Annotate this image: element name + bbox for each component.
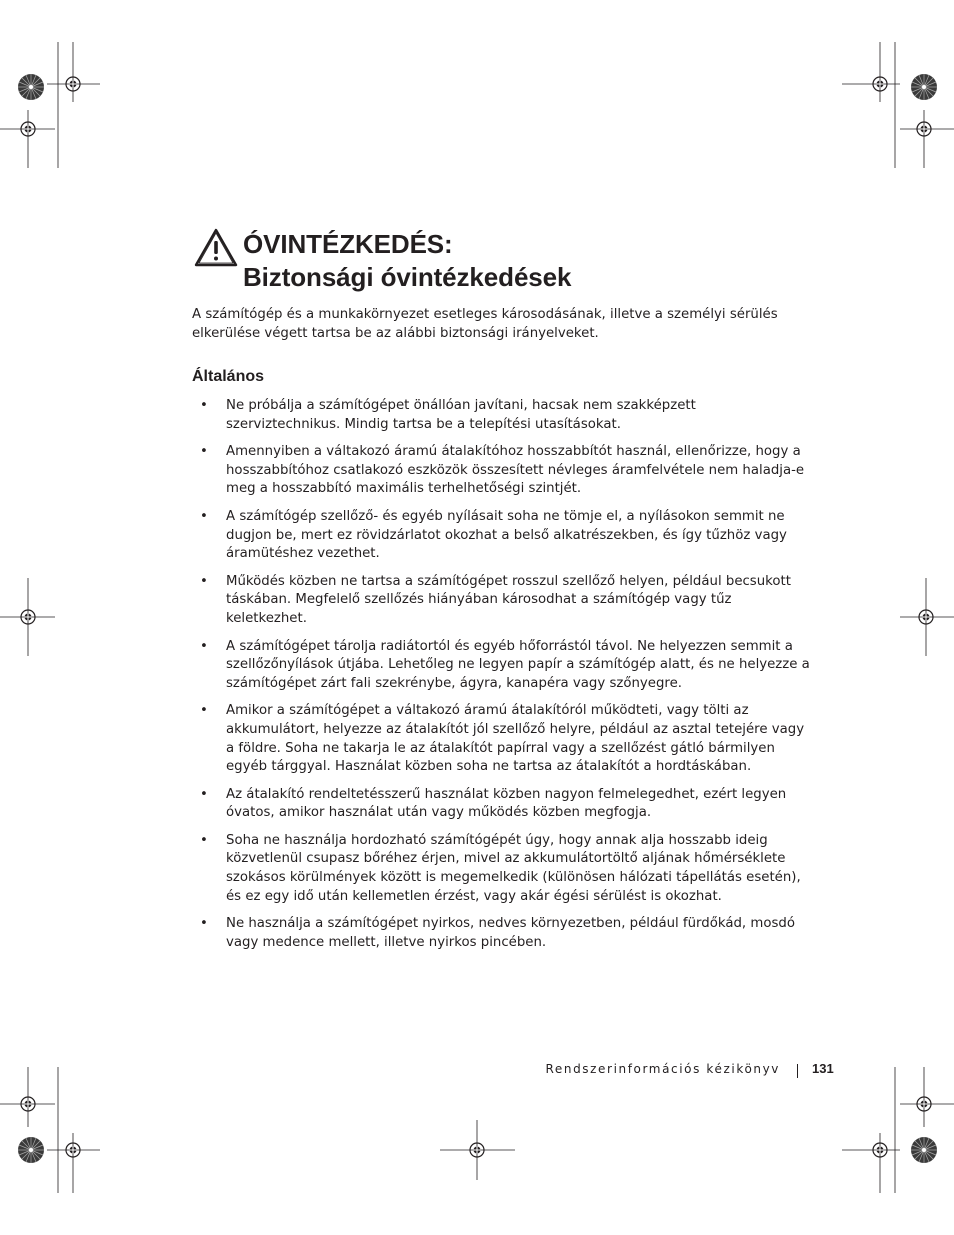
list-item-text: Amikor a számítógépet a váltakozó áramú átalakítóról működteti, vagy tölti az akkumulátort, helyezze az átalakítót jól szellőző helyre, például az asztal tetejére vagy a földre. Soha ne takarja le az átalakítót papírral vagy a szellőzést gátló bármilyen egyéb tárggyal. Használat közben soha ne tartsa az átalakítót a hordtáskában.	[226, 703, 805, 775]
list-item-text: Az átalakító rendeltetésszerű használat közben nagyon felmelegedhet, ezért legyen óvatos, amikor használat után vagy működés közben megfogja.	[226, 786, 787, 821]
list-item-text: A számítógépet tárolja radiátortól és egyéb hőforrástól távol. Ne helyezzen semmit a szellőzőnyílások útjába. Lehetőleg ne legyen papír a számítógép alatt, és ne helyezze a számítógépet zárt fali szekrénybe, ágyra, kanapéra vagy szőnyegre.	[226, 638, 810, 691]
list-item	[200, 915, 810, 952]
warning-triangle-icon	[194, 228, 238, 268]
list-item	[200, 786, 810, 823]
page-number: 131	[812, 1061, 834, 1076]
bullet: •	[200, 832, 208, 848]
title-line-2: Biztonsági óvintézkedések	[243, 262, 572, 292]
page-title	[243, 228, 571, 294]
list-item-text: Működés közben ne tartsa a számítógépet rosszul szellőző helyen, például becsukott táskában. Megfelelő szellőzés hiányában károsodhat a számítógép vagy tűz keletkezhet.	[226, 573, 791, 626]
list-item	[200, 573, 810, 629]
list-item-text: Ne próbálja a számítógépet önállóan javítani, hacsak nem szakképzett szerviztechnikus. Mindig tartsa be a telepítési utasításokat.	[226, 398, 696, 432]
bullet: •	[200, 638, 208, 654]
list-item	[200, 397, 810, 434]
bullet: •	[200, 444, 208, 460]
bullet: •	[200, 786, 208, 802]
safety-list	[200, 397, 810, 952]
footer-separator	[797, 1064, 798, 1078]
list-item	[200, 508, 810, 564]
footer-book-title: Rendszerinformációs kézikönyv	[545, 1062, 780, 1076]
bullet: •	[200, 508, 208, 524]
list-item	[200, 702, 810, 776]
bullet: •	[200, 398, 208, 413]
list-item-text: Amennyiben a váltakozó áramú átalakítóhoz hosszabbítót használ, ellenőrizze, hogy a hosszabbítóhoz csatlakozó eszközök összesített névleges áramfelvétele nem haladja-e meg a hosszabbító maximális terhelhetőségi szintjét.	[226, 444, 805, 497]
title-line-1: ÓVINTÉZKEDÉS:	[243, 229, 453, 259]
bullet: •	[200, 916, 208, 932]
section-heading: Általános	[192, 368, 265, 385]
list-item-text: Soha ne használja hordozható számítógépét úgy, hogy annak alja hosszabb ideig közvetlenül csupasz bőréhez érjen, mivel az akkumulátortöltő aljának hőmérséklete szokásos körülmények között is megemelkedik (különösen hálózati tápellátás esetén), és ez egy idő után kellemetlen érzést, vagy akár égési sérülést is okozhat.	[226, 832, 801, 904]
list-item	[200, 443, 810, 499]
list-item-text: A számítógép szellőző- és egyéb nyílásait soha ne tömje el, a nyílásokon semmit ne dugjon be, mert ez rövidzárlatot okozhat a belső alkatrészekben, és így tűzhöz vagy áramütéshez vezethet.	[226, 508, 787, 562]
list-item	[200, 638, 810, 694]
list-item-text: Ne használja a számítógépet nyirkos, nedves környezetben, például fürdőkád, mosdó vagy medence mellett, illetve nyirkos pincében.	[226, 916, 795, 950]
intro-paragraph: A számítógép és a munkakörnyezet esetleges károsodásának, illetve a személyi sérülés elkerülése végett tartsa be az alábbi biztonsági irányelveket.	[192, 307, 778, 341]
bullet: •	[200, 703, 208, 719]
bullet: •	[200, 573, 208, 589]
list-item	[200, 832, 810, 906]
